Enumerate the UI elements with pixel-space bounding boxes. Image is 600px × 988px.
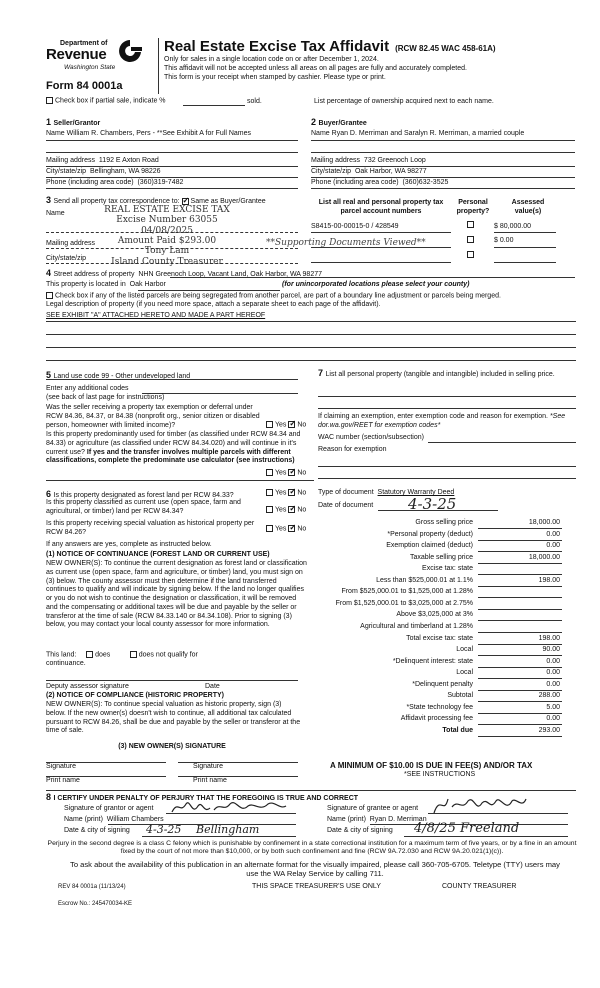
sec7-label: 7 List all personal property (tangible and intangible) included in selling price. [318,368,555,378]
seller-name-field[interactable]: William R. Chambers, Pers - **See Exhibit A for Full Names [66,130,252,137]
partial-sale-checkbox[interactable] [46,97,53,104]
perjury-note: Perjury in the second degree is a class C felony which is punishable by confinement in a state correctional institution for a maximum term of five years, or by a fine in an amount fixed by the court of not more than $10,000, or by both such confinement and fine (RCW 9A.72.030 and RCW 9A.20.021(1)(c)). [47,840,577,856]
buyer-mail-field[interactable]: 732 Greenoch Loop [363,157,426,164]
county-treasurer: COUNTY TREASURER [442,883,517,890]
assessed-value-1[interactable]: $ 80,000.00 [494,223,531,230]
see-instructions: *SEE INSTRUCTIONS [404,771,476,778]
supporting-docs-stamp: **Supporting Documents Viewed** [266,238,426,248]
tax-row-label: Total excise tax: state [406,634,473,642]
tax-row-value[interactable]: 0.00 [546,542,560,550]
form-number: Form 84 0001a [46,80,123,92]
seller-city-field[interactable]: Bellingham, WA 98226 [89,168,161,175]
deputy-sig-label: Deputy assessor signature [46,683,129,690]
doc-date-field[interactable]: 4-3-25 [408,495,457,513]
owner-sig-label-1: Signature [46,763,76,770]
tax-row-label: Excise tax: state [422,565,473,573]
buyer-city-field[interactable]: Oak Harbor, WA 98277 [354,168,427,175]
swoosh-icon [116,38,144,64]
tax-row-value[interactable]: 0.00 [546,669,560,677]
tax-row-label: Less than $525,000.01 at 1.1% [376,576,473,584]
tax-row-label: *State technology fee [406,703,473,711]
current-use-no-checkbox[interactable] [288,506,295,513]
located-field[interactable]: Oak Harbor [129,281,166,288]
forest-yes-checkbox[interactable] [266,489,273,496]
tax-row-value[interactable]: 5.00 [546,703,560,711]
revenue-word: Revenue [46,46,107,63]
rev-code: REV 84 0001a (11/13/24) [58,884,126,890]
notice2-heading: (2) NOTICE OF COMPLIANCE (HISTORIC PROPERTY) [46,692,224,699]
personal-property-checkbox-3[interactable] [467,251,474,258]
tax-row-value[interactable]: 18,000.00 [528,519,560,526]
sec6-q3: Is this property receiving special valuation as historical property per RCW 84.26? [46,520,255,536]
addl-codes-note: (see back of last page for instructions) [46,394,165,401]
parcel-1[interactable]: S8415-00-00015-0 / 428549 [311,223,399,230]
grantee-city-field[interactable]: Freeland [460,821,520,836]
tax-row-label: Subtotal [447,692,473,700]
grantee-name-row: Name (print) Ryan D. Merriman [327,816,427,823]
grantor-name-row: Name (print) William Chambers [64,816,164,823]
tax-row-value[interactable]: 0.00 [546,657,560,665]
continuance-label: continuance. [46,660,86,667]
tax-row-label: Agricultural and timberland at 1.28% [360,622,473,630]
page-title: Real Estate Excise Tax Affidavit (RCW 82.45 WAC 458-61A) [164,38,496,55]
tax-row-value[interactable]: 198.00 [538,576,560,584]
this-land-row: This land: does does not qualify for [46,651,198,659]
alt-format-note: To ask about the availability of this publication in an alternate format for the visually impaired, please call 360-705-6705. Teletype (TTY) users may use the WA Relay Service by calling 711. [70,860,560,879]
tax-row-value[interactable]: 0.00 [546,680,560,688]
sec3-name-label: Name [46,210,65,217]
sec5-q2: Is this property predominantly used for timber (as classified under RCW 84.34 and 84.33) or agriculture (as classified under RCW 84.34.020) and will continue in it's current use? If yes and the transfer involves multiple parcels with different classifications, complete the predominate use calculator (see instructions) [46,431,301,465]
sec5-landuse-row: 5 Land use code 99 - Other undeveloped land [46,370,191,380]
seller-name-row: Name William R. Chambers, Pers - **See Exhibit A for Full Names [46,130,252,137]
owner-sig-label-2: Signature [193,763,223,770]
sec6-q1-answer: Yes ✓ No [266,489,306,498]
buyer-name-row: Name Ryan D. Merriman and Saralyn R. Merriman, a married couple [311,130,525,137]
state-line: Washington State [64,64,116,71]
doc-date-label: Date of document [318,502,374,509]
tax-row-label: Local [456,669,473,677]
sec4-address-row: 4 Street address of property NHN Greenoch Loop, Vacant Land, Oak Harbor, WA 98277 [46,268,323,278]
property-address-field[interactable]: NHN Greenoch Loop, Vacant Land, Oak Harbor, WA 98277 [138,271,323,278]
forest-no-checkbox[interactable] [288,489,295,496]
tax-row-label: *Delinquent penalty [412,680,473,688]
tax-row-label: *Delinquent interest: state [392,657,473,665]
segregated-row: Check box if any of the listed parcels are being segregated from another parcel, are part of a boundary line adjustment or parcels being merged. [46,292,576,301]
seller-heading: 1 Seller/Grantor [46,117,101,127]
grantor-date-label: Date & city of signing [64,827,130,834]
grantor-date-field[interactable]: 4-3-25 [146,823,182,836]
tax-row-label: Taxable selling price [409,553,473,561]
buyer-phone-field[interactable]: (360)632-3525 [402,179,449,186]
header-note-2: This affidavit will not be accepted unless all areas on all pages are fully and accurately completed. [164,65,467,72]
legal-exhibit[interactable]: SEE EXHIBIT "A" ATTACHED HERETO AND MADE A PART HEREOF [46,312,266,319]
seller-phone-row: Phone (including area code) (360)319-7482 [46,179,184,186]
sec6-q2-answer: Yes ✓ No [266,506,306,515]
tax-row-label: Affidavit processing fee [400,715,473,723]
current-use-yes-checkbox[interactable] [266,506,273,513]
tax-row-label: Above $3,025,000 at 3% [396,611,473,619]
sec3-heading: 3 Send all property tax correspondence to: ✓ Same as Buyer/Grantee [46,195,266,207]
buyer-heading: 2 Buyer/Grantee [311,117,367,127]
deputy-date-label: Date [205,683,220,690]
tax-row-value[interactable]: 293.00 [538,726,560,734]
grantee-signature-icon [430,793,530,819]
tax-row-value[interactable]: 90.00 [542,646,560,654]
list-pct-note: List percentage of ownership acquired next to each name. [314,98,494,105]
notice3-heading: (3) NEW OWNER(S) SIGNATURE [118,743,226,750]
buyer-city-row: City/state/zip Oak Harbor, WA 98277 [311,168,427,175]
grantor-signature-icon [170,796,290,818]
notice1-body: NEW OWNER(S): To continue the current designation as forest land or classification as current use (open space, farm and agriculture, or timber) land, you must sign on (3) below. The county assessor must then determine if the land transferred continues to qualify and will indicate by signing below. If the land no longer qualifies or you do not wish to continue the designation or classification, it will be removed and the compensating or additional taxes will be due and payable by the seller or transferor at the time of sale (RCW 84.33.140 or 84.34.108). Prior to signing (3) below, you may contact your local county assessor for more information. [46,560,307,629]
does-not-checkbox[interactable] [130,651,137,658]
notice1-heading: (1) NOTICE OF CONTINUANCE (FOREST LAND OR CURRENT USE) [46,551,270,558]
owner-print-label-2: Print name [193,777,227,784]
grantee-name-field[interactable]: Ryan D. Merriman [369,816,427,823]
grantee-date-label: Date & city of signing [327,827,393,834]
sec6-q3-answer: Yes ✓ No [266,525,306,534]
parcel-col-header: List all real and personal property tax parcel account numbers [318,199,444,215]
legal-desc-label: Legal description of property (if you need more space, attach a separate sheet to each page of the affidavit). [46,301,381,308]
seller-mail-row: Mailing address 1192 E Axton Road [46,157,159,164]
exempt-label: If claiming an exemption, enter exemption code and reason for exemption. *See dor.wa.gov/REET for exemption codes* [318,413,566,429]
reason-label: Reason for exemption [318,446,387,453]
buyer-mail-row: Mailing address 732 Greenoch Loop [311,157,426,164]
header-note-1: Only for sales in a single location code on or after December 1, 2024. [164,56,379,63]
seller-mail-field[interactable]: 1192 E Axton Road [98,157,159,164]
tax-row-value[interactable]: 18,000.00 [528,553,560,561]
escrow-number: Escrow No.: 245470034-KE [58,901,133,907]
owner-print-label-1: Print name [46,777,80,784]
tax-row-label: Gross selling price [415,519,473,526]
located-note: (for unincorporated locations please select your county) [282,281,470,288]
grantor-name-field[interactable]: William Chambers [106,816,164,823]
tax-row-value[interactable]: 198.00 [538,634,560,642]
grantor-sig-label: Signature of grantor or agent [64,805,154,812]
tax-row-label: Exemption claimed (deduct) [386,542,473,550]
sec5-q1-answer: Yes ✓ No [266,421,306,430]
sold-label: sold. [247,98,262,105]
sec6-q2: Is this property classified as current use (open space, farm and agricultural, or timber) land per RCW 84.34? [46,499,241,515]
tax-row-value[interactable]: 0.00 [546,530,560,538]
certify-heading: 8 I CERTIFY UNDER PENALTY OF PERJURY THAT THE FOREGOING IS TRUE AND CORRECT [46,792,359,802]
partial-sale-row: Check box if partial sale, indicate % [46,97,166,106]
q1-yes-checkbox[interactable] [266,421,273,428]
tax-row-label: From $525,000.01 to $1,525,000 at 1.28% [341,588,473,596]
doc-type-field[interactable]: Statutory Warranty Deed [377,489,455,496]
wac-label: WAC number (section/subsection) [318,434,424,441]
buyer-name-field[interactable]: Ryan D. Merriman and Saralyn R. Merriman, a married couple [331,130,525,137]
does-checkbox[interactable] [86,651,93,658]
addl-codes-label: Enter any additional codes [46,385,129,392]
historic-no-checkbox[interactable] [288,525,295,532]
notice2-body: NEW OWNER(S): To continue special valuation as historic property, sign (3) below. If the new owner(s) doesn't wish to continue, all additional tax calculated pursuant to RCW 84.26, shall be due and payable by the seller or transferor at the time of sale. [46,701,301,735]
personal-col-header: Personal property? [456,199,490,215]
assessed-value-2[interactable]: $ 0.00 [494,237,514,244]
land-use-field[interactable]: 99 - Other undeveloped land [101,373,191,380]
seller-city-row: City/state/zip Bellingham, WA 98226 [46,168,161,175]
buyer-phone-row: Phone (including area code) (360)632-3525 [311,179,449,186]
assessed-col-header: Assessed value(s) [511,199,545,215]
located-row: This property is located in Oak Harbor [46,281,166,288]
same-as-buyer-checkbox[interactable] [182,198,189,205]
personal-property-checkbox-1[interactable] [467,221,474,228]
sec3-mail-label: Mailing address [46,240,96,247]
q2-no-checkbox[interactable] [288,469,295,476]
q1-no-checkbox[interactable] [288,421,295,428]
tax-row-value[interactable]: 0.00 [546,715,560,723]
personal-property-checkbox-2[interactable] [467,236,474,243]
header-note-3: This form is your receipt when stamped by cashier. Please type or print. [164,74,386,81]
sec5-q1: Was the seller receiving a property tax exemption or deferral under RCW 84.36, 84.37, or 84.38 (nonprofit org., senior citizen or disabled person, homeowner with limited income)? [46,404,260,429]
tax-row-label: From $1,525,000.01 to $3,025,000 at 2.75% [335,599,473,607]
excise-stamp: REAL ESTATE EXCISE TAX Excise Number 63055 04/08/2025 Amount Paid $293.00 Tony Lam Island County Treasurer [104,205,230,267]
tax-row-label: Local [456,646,473,654]
minimum-due: A MINIMUM OF $10.00 IS DUE IN FEE(S) AND/OR TAX [330,761,533,770]
doc-type-row: Type of document Statutory Warranty Deed [318,489,455,496]
historic-yes-checkbox[interactable] [266,525,273,532]
sec6-q1: 6 Is this property designated as forest land per RCW 84.33? [46,489,234,499]
tax-row-label: Total due [442,726,473,734]
dor-logo [46,38,156,84]
sec3-city-label: City/state/zip [46,255,87,262]
treasurer-only: THIS SPACE TREASURER'S USE ONLY [252,883,381,890]
q2-yes-checkbox[interactable] [266,469,273,476]
grantee-date-field[interactable]: 4/8/25 [414,821,456,836]
grantor-city-field[interactable]: Bellingham [196,823,260,836]
tax-row-label: *Personal property (deduct) [387,530,473,538]
dept-line: Department of [60,40,108,47]
segregated-checkbox[interactable] [46,292,53,299]
if-any-yes: If any answers are yes, complete as instructed below. [46,541,212,548]
sec5-q2-answer: Yes ✓ No [266,469,306,478]
seller-phone-field[interactable]: (360)319-7482 [137,179,184,186]
grantee-sig-label: Signature of grantee or agent [327,805,419,812]
tax-row-value[interactable]: 288.00 [538,692,560,700]
